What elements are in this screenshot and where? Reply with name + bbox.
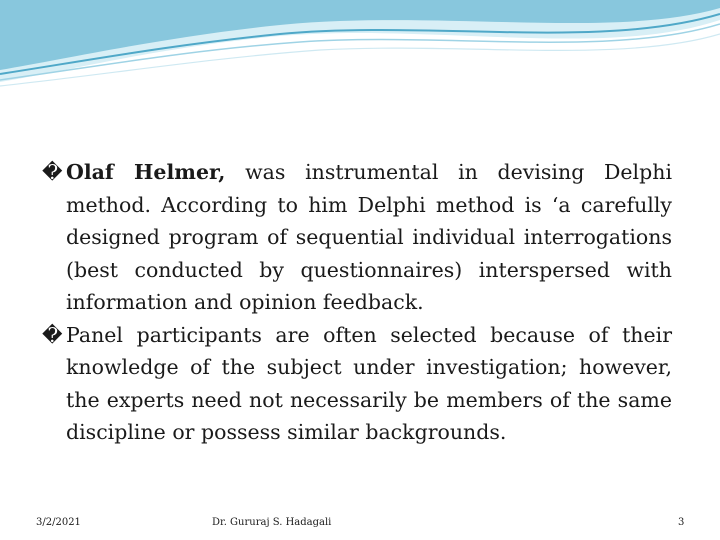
bullet-text: Panel participants are often selected because of their knowledge of the subject under investigation; however, the experts need not necessarily be members of the same discipline or possess similar backgrounds. — [66, 322, 672, 444]
header-wave-decoration — [0, 0, 720, 90]
bullet-lead-text: Olaf Helmer, — [66, 160, 226, 184]
slide-body — [36, 156, 672, 449]
footer-author: Dr. Gururaj S. Hadagali — [212, 517, 332, 528]
bullet-panel-participants — [36, 319, 672, 449]
bullet-icon: � — [42, 160, 63, 184]
bullet-olaf-helmer — [36, 156, 672, 319]
footer-date: 3/2/2021 — [36, 517, 81, 528]
bullet-text: was instrumental in devising Delphi method. According to him Delphi method is ‘a carefully designed program of sequential individual interrogations (best conducted by questionnaires) interspersed with information and opinion feedback. — [66, 160, 672, 314]
footer-page-number: 3 — [678, 517, 685, 528]
bullet-icon: � — [42, 322, 63, 347]
